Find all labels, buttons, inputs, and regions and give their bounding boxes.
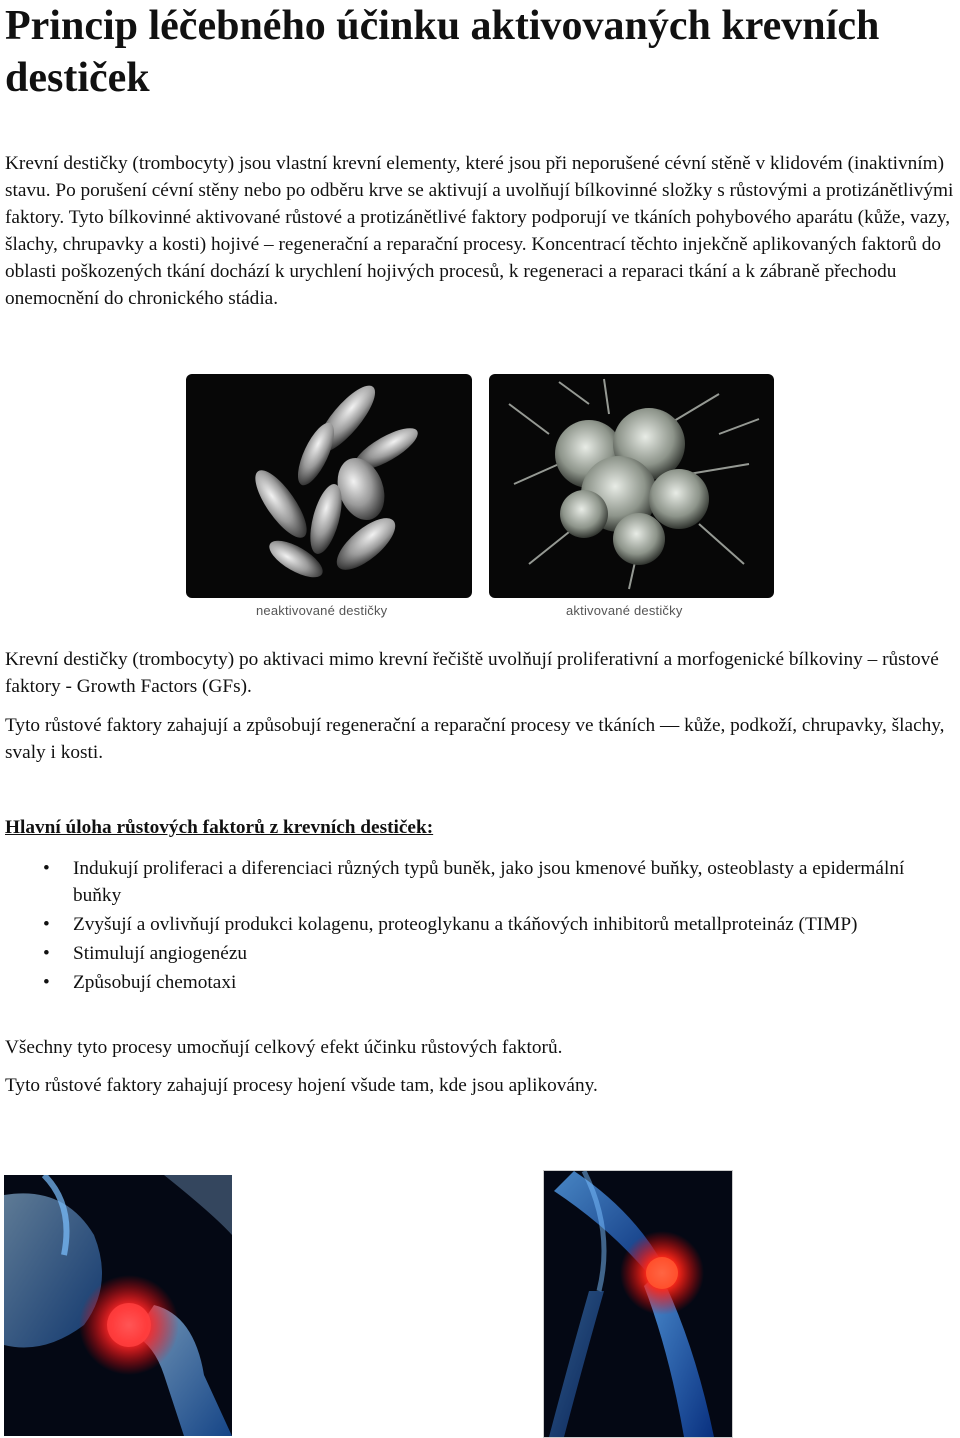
list-item: • Stimulují angiogenézu: [5, 940, 957, 967]
intro-paragraph: Krevní destičky (trombocyty) jsou vlastní krevní elementy, které jsou při neporušené cévní stěně v klidovém (inaktivním) stavu. Po porušení cévní stěny nebo po odběru krve se aktivují a uvolňují bílkovinné složky s růstovými a protizánětlivými faktory. Tyto bílkovinné aktivované růstové a protizánětlivé faktory podporují ve tkáních pohybového aparátu (kůže, vazy, šlachy, chrupavky a kosti) hojivé – regenerační a reparační procesy. Koncentrací těchto injekčně aplikovaných faktorů do oblasti poškozených tkání dochází k urychlení hojivých procesů, k regeneraci a reparaci tkání a k zábraně přechodu onemocnění do chronického stádia.: [5, 153, 954, 309]
body-paragraph: Krevní destičky (trombocyty) po aktivaci mimo krevní řečiště uvolňují proliferativní a morfogenické bílkoviny – růstové faktory - Growth Factors (GFs).: [5, 649, 939, 697]
list-item: • Zvyšují a ovlivňují produkci kolagenu, proteoglykanu a tkáňových inhibitorů metallproteináz (TIMP): [5, 911, 957, 938]
growth-factor-roles-list: [5, 855, 957, 998]
inactive-platelets-caption: neaktivované destičky: [256, 603, 388, 618]
summary-paragraph: Tyto růstové faktory zahajují procesy hojení všude tam, kde jsou aplikovány.: [5, 1075, 598, 1096]
hip-xray-image: [4, 1175, 232, 1436]
section-heading: Hlavní úloha růstových faktorů z krevních destiček:: [5, 817, 434, 838]
activated-platelets-caption: aktivované destičky: [566, 603, 683, 618]
activated-platelets-image: [489, 374, 774, 598]
list-item: • Indukují proliferaci a diferenciaci různých typů buněk, jako jsou kmenové buňky, osteoblasty a epidermální buňky: [5, 855, 957, 909]
body-paragraph: Tyto růstové faktory zahajují a způsobují regenerační a reparační procesy ve tkáních — kůže, podkoží, chrupavky, šlachy, svaly i kosti.: [5, 715, 945, 763]
summary-paragraph: Všechny tyto procesy umocňují celkový efekt účinku růstových faktorů.: [5, 1037, 563, 1058]
list-item: • Způsobují chemotaxi: [5, 969, 957, 996]
inactive-platelets-image: [186, 374, 472, 598]
knee-xray-image: [543, 1170, 733, 1438]
page-title: Princip léčebného účinku aktivovaných krevních destiček: [5, 3, 880, 101]
